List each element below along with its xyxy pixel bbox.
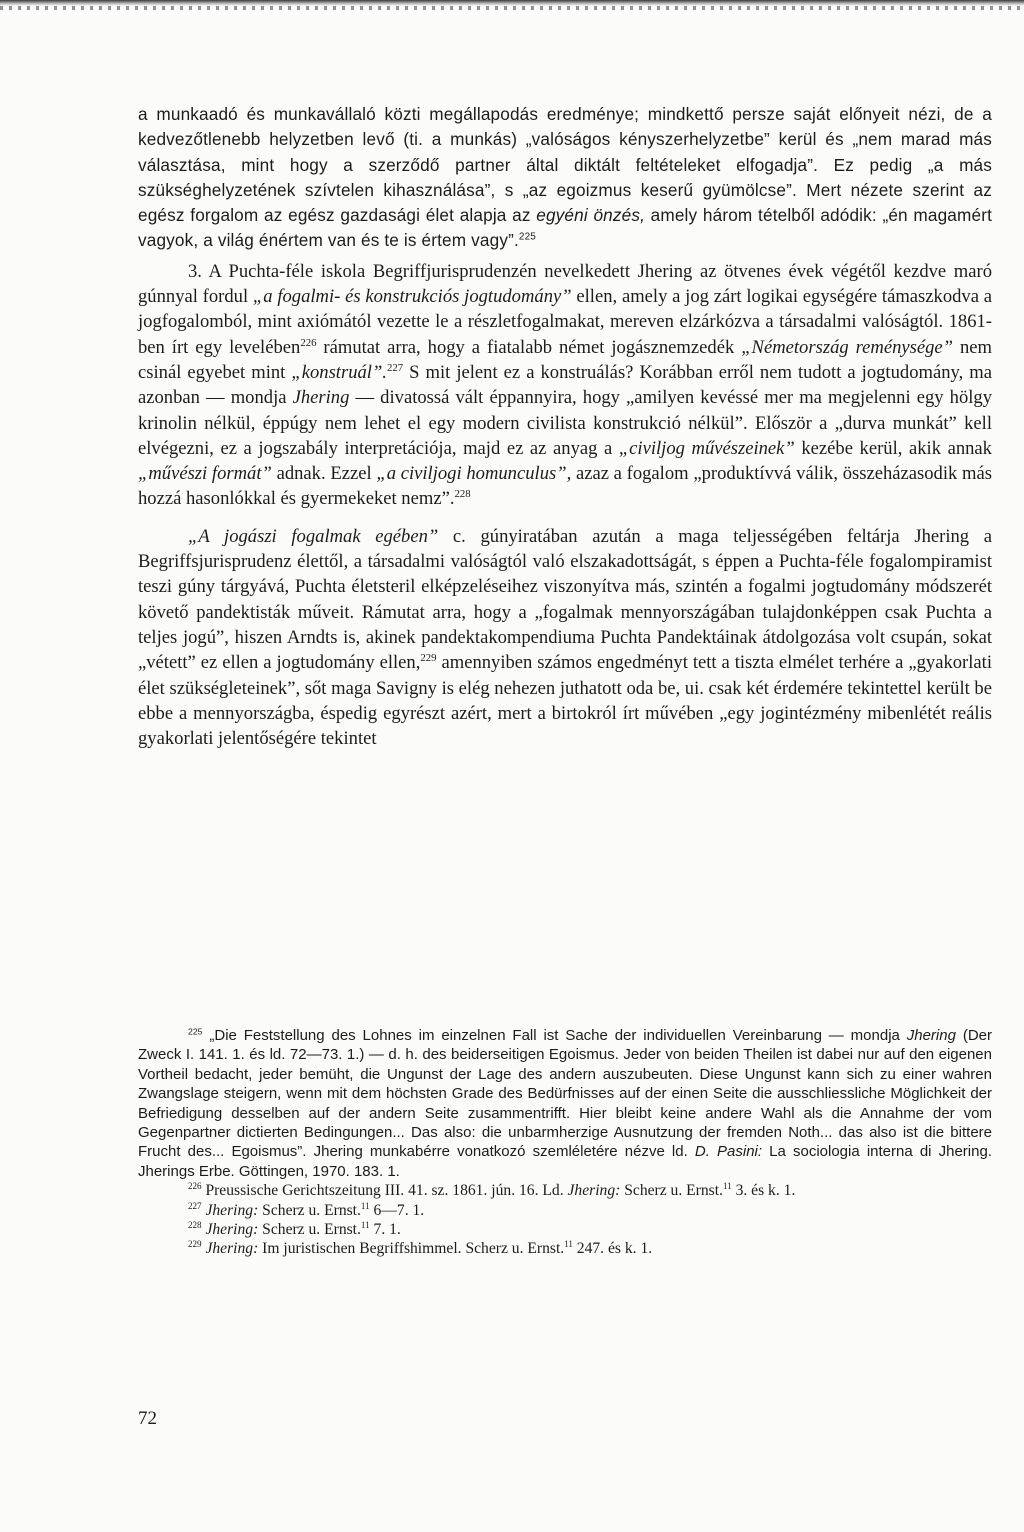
- italic-run: „konstruál”.: [291, 361, 387, 383]
- footnotes: [138, 1026, 992, 1259]
- paragraph: [138, 524, 992, 752]
- footnote-marker: 11: [360, 1220, 370, 1231]
- footnote-marker: 229: [420, 652, 437, 665]
- text-run: 247. és k. 1.: [572, 1240, 653, 1258]
- text-run: S mit jelent ez a konstruálás? Korábban erről nem tudott a jogtudomány, ma azonban — mondja: [138, 361, 992, 409]
- text-run: kezébe kerül, akik annak: [794, 437, 992, 459]
- text-run: — divatossá vált éppannyira, hogy „amilyen kevéssé mer ma megjelenni egy hölgy krinolin nélkül, éppúgy nem lehet el egy modern civilista konstrukció nélkül”. Először a „durva munkát” kell elvégezni, ez a jogszabály interpretációja, majd ez az anyag a: [138, 387, 993, 459]
- text-run: Preussische Gerichtszeitung III. 41. sz. 1861. jún. 16. Ld.: [201, 1182, 568, 1200]
- text-run: 3. és k. 1.: [731, 1182, 796, 1200]
- main-text: [138, 102, 992, 751]
- text-run: 6—7. 1.: [369, 1201, 425, 1219]
- footnote-marker: 229: [188, 1239, 202, 1250]
- text-run: amely három tételből adódik: „én magamért vagyok, a világ énértem van és te is értem vagy”.: [138, 205, 992, 251]
- text-run: amennyiben számos engedményt tett a tiszta elmélet terhére a „gyakorlati élet szükségleteinek”, sőt maga Savigny is elég nehezen juthatott oda be, ui. csak két érdemére tekintettel került be ebbe a mennyországba, éspedig egyrészt azért, mert a birtokról írt művében „egy jogintézmény mibenlétét reális gyakorlati jelentőségére tekintet: [138, 652, 992, 750]
- footnote-marker: 11: [722, 1181, 732, 1192]
- footnote-marker: 227: [188, 1200, 202, 1211]
- text-run: rámutat arra, hogy a fiatalabb német jogásznemzedék: [316, 336, 742, 358]
- footnote-marker: 226: [300, 336, 317, 349]
- text-run: Scherz u. Ernst.: [258, 1221, 361, 1239]
- italic-run: Jhering:: [205, 1201, 259, 1219]
- footnote: [138, 1239, 992, 1258]
- paragraph: [138, 259, 992, 512]
- text-run: adnak. Ezzel: [271, 463, 377, 485]
- text-run: Scherz u. Ernst.: [620, 1182, 723, 1200]
- italic-run: Jhering:: [205, 1240, 259, 1258]
- text-run: 3. A Puchta-féle iskola Begriffjurisprudenzén nevelkedett Jhering az ötvenes évek végétől kezdve maró gúnnyal fordul: [138, 260, 992, 308]
- footnote-marker: 226: [188, 1181, 202, 1192]
- footnote-marker: 11: [360, 1200, 370, 1211]
- italic-run: „civiljog művészeinek”: [618, 437, 795, 459]
- text-run: Mert nézete szerint az egész forgalom az egész gazdasági élet alapja az: [138, 179, 993, 226]
- text-run: nem csinál egyebet mint: [138, 336, 992, 383]
- footnote-marker: 228: [188, 1220, 202, 1231]
- footnote: [138, 1220, 992, 1239]
- footnote-marker: 227: [386, 361, 404, 374]
- italic-run: D. Pasini:: [694, 1143, 763, 1161]
- scan-edge-noise: [0, 6, 1024, 10]
- text-run: Scherz u. Ernst.: [258, 1201, 361, 1219]
- italic-run: „a fogalmi- és konstrukciós jogtudomány”: [252, 286, 572, 308]
- italic-run: „a civiljogi homunculus”,: [376, 463, 572, 485]
- italic-run: Jhering: [906, 1027, 956, 1044]
- text-run: 7. 1.: [369, 1221, 401, 1239]
- text-run: a munkaadó és munkavállaló közti megállapodás eredménye; mindkettő persze saját előnyeit nézi, de a kedvezőtlenebb helyzetben levő (ti. a munkás) „valóságos kényszerhelyzetbe” kerül és „nem marad más választása, mint hogy a szerződő partner által diktált feltételeket elfogadja”. Ez pedig „a más szükséghelyzetének szívtelen kihasználása”, s „az egoizmus keserű gyümölcse”.: [138, 104, 992, 200]
- footnote: [138, 1201, 992, 1220]
- italic-run: Jhering:: [567, 1182, 621, 1200]
- page-number: 72: [138, 1408, 157, 1429]
- footnote: [138, 1181, 992, 1200]
- italic-run: egyéni önzés,: [536, 205, 646, 226]
- text-run: c. gúnyiratában azután a maga teljességében feltárja Jhering a Begriffsjurisprudenz élettől, a társadalmi valóságtól való elszakadottságát, s éppen a Puchta-féle fogalompiramist teszi gúny tárgyává, Puchta életsteril elképzeléseihez viszonyítva más, szintén a fogalmi jogtudomány módszerét követő pandektisták műveit. Rámutat arra, hogy a „fogalmak mennyországában tulajdonképpen csak Puchta a teljes jogú”, hiszen Arndts is, akinek pandektakompendiuma Puchta Pandektáinak átdolgozása volt csupán, sokat „vétett” ez ellen a jogtudomány ellen,: [138, 525, 992, 674]
- text-run: (Der Zweck I. 141. 1. és ld. 72—73. 1.) — d. h. des beiderseitigen Egoismus. Jeder von beiden Theilen ist dabei nur auf den eigenen Vortheil bedacht, jeder bemüht, die Ungunst der Lage des andern auszubeuten. Diese Ungunst kann sich zu einer wahren Zwangslage steigern, wenn mit dem höchsten Grade des Bedürfnisses auf der einen Seite die ausschliessliche Möglichkeit der Befriedigung desselben auf der andern Seite zusammentrifft. Hier bleibt keine andere Wahl als die Annahme der vom Gegenpartner dictierten Bedingungen... Das also: die unbarmherzige Ausnutzung der fremden Noth... das also ist die bittere Frucht des... Egoismus”. Jhering munkabérre vonatkozó szemléletére nézve ld.: [138, 1027, 992, 1161]
- italic-run: „művészi formát”: [138, 463, 272, 485]
- italic-run: Jhering: [292, 387, 350, 409]
- italic-run: „Németország reménysége”: [741, 336, 954, 358]
- italic-run: Jhering:: [205, 1221, 259, 1239]
- italic-run: „A jogászi fogalmak egében”: [188, 525, 439, 547]
- text-run: ellen, amely a jog zárt logikai egységére támaszkodva a jogfogalomból, mint axiómától vezette le a részletfogalmakat, mereven elzárkózva a társadalmi valóságtól. 1861-ben írt egy levelében: [138, 286, 992, 358]
- text-run: La sociologia interna di Jhering. Jherings Erbe. Göttingen, 1970. 183. 1.: [138, 1143, 992, 1180]
- text-run: „Die Feststellung des Lohnes im einzelnen Fall ist Sache der individuellen Vereinbarung — mondja: [202, 1027, 907, 1044]
- paragraph: [138, 102, 992, 254]
- footnote-marker: 11: [564, 1239, 573, 1250]
- text-run: azaz a fogalom „produktívvá válik, összeházasodik más hozzá hasonlókkal és gyermekeket nemz”.: [138, 463, 992, 510]
- footnote-marker: 225: [518, 232, 536, 243]
- footnote: [138, 1026, 992, 1181]
- footnote-marker: 225: [188, 1026, 203, 1037]
- footnote-marker: 228: [454, 488, 471, 501]
- text-run: Im juristischen Begriffshimmel. Scherz u. Ernst.: [258, 1240, 565, 1258]
